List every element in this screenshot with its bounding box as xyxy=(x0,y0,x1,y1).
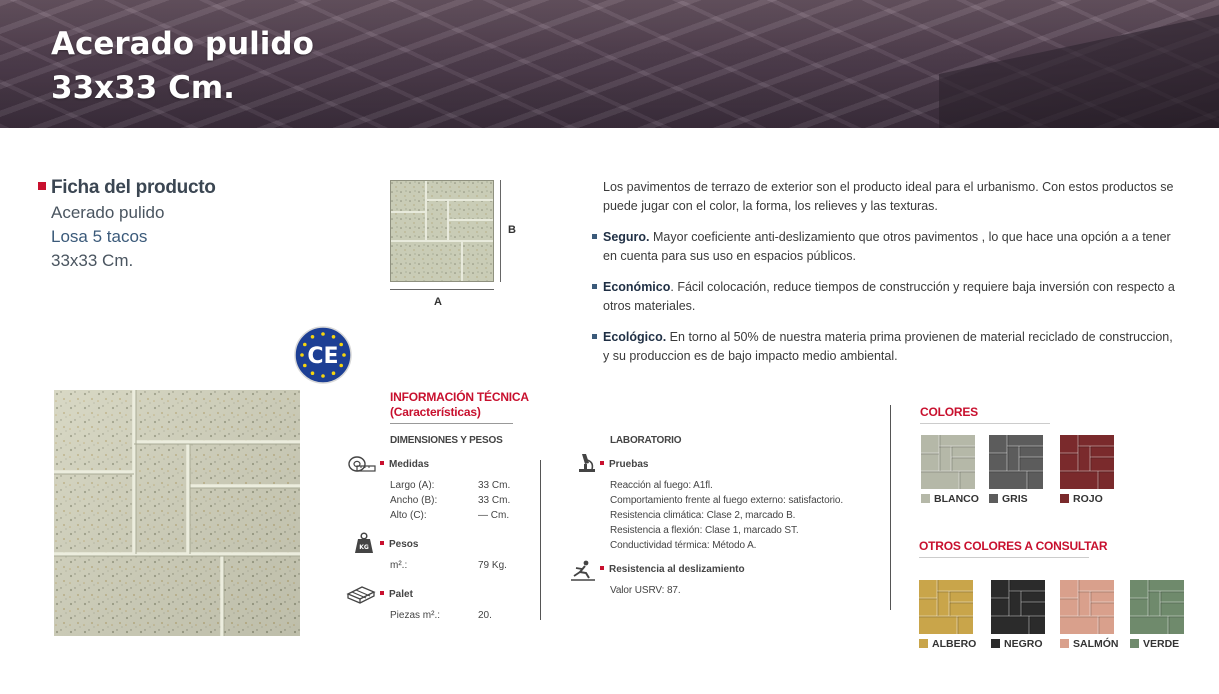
color-label xyxy=(1060,638,1119,650)
column-divider xyxy=(540,460,541,620)
benefit-title: Seguro. xyxy=(603,230,650,244)
test-line: Conductividad térmica: Método A. xyxy=(610,540,757,551)
slip-resistance-heading xyxy=(600,564,745,575)
slip-resistance-value: Valor USRV: 87. xyxy=(610,585,681,596)
product-model: Losa 5 tacos xyxy=(51,227,148,246)
row-value: 20. xyxy=(478,610,492,621)
pesos-heading-text: Pesos xyxy=(389,539,419,550)
pruebas-heading-text: Pruebas xyxy=(609,459,649,470)
color-label xyxy=(921,493,979,505)
color-dot-icon xyxy=(991,639,1000,648)
banner-texture xyxy=(939,6,1219,128)
dimension-b-label: B xyxy=(508,224,516,236)
page-title-line-1: Acerado pulido xyxy=(51,26,314,62)
benefit-economico xyxy=(592,278,1182,316)
color-dot-icon xyxy=(921,494,930,503)
color-swatch-rojo xyxy=(1060,435,1114,489)
header-banner xyxy=(0,0,1219,128)
weight-icon-text: KG xyxy=(359,544,369,551)
color-name: ALBERO xyxy=(932,638,977,650)
slip-resistance-heading-text: Resistencia al deslizamiento xyxy=(609,564,745,575)
tape-measure-icon xyxy=(348,455,376,473)
color-name: VERDE xyxy=(1143,638,1180,650)
dimension-a-label: A xyxy=(434,296,442,308)
dimension-a-line xyxy=(390,289,494,290)
color-dot-icon xyxy=(919,639,928,648)
palet-row xyxy=(390,608,528,623)
color-swatch-gris xyxy=(989,435,1043,489)
medidas-row-ancho xyxy=(390,493,528,508)
medidas-heading xyxy=(380,459,429,470)
ce-mark-icon xyxy=(294,326,352,384)
color-label xyxy=(919,638,976,650)
test-line: Resistencia climática: Clase 2, marcado B. xyxy=(610,510,796,521)
color-label xyxy=(991,638,1043,650)
color-swatch-negro xyxy=(991,580,1045,634)
red-bullet-icon xyxy=(600,461,604,465)
benefit-text: . Fácil colocación, reduce tiempos de construcción y requiere baja inversión con respecto a otros materiales. xyxy=(603,280,1175,313)
product-description xyxy=(592,178,1182,366)
product-name: Acerado pulido xyxy=(51,203,165,222)
weight-icon xyxy=(354,532,374,554)
row-value: 79 Kg. xyxy=(478,560,507,571)
ce-mark-text: CE xyxy=(307,344,339,369)
color-dot-icon xyxy=(989,494,998,503)
tech-info-title-line-2: (Características) xyxy=(390,405,481,419)
row-label: m².: xyxy=(390,560,408,571)
other-colors-underline xyxy=(919,557,1089,558)
colors-divider xyxy=(890,405,891,610)
test-line: Resistencia a flexión: Clase 1, marcado ST. xyxy=(610,525,799,536)
row-label: Alto (C): xyxy=(390,510,427,521)
page-title xyxy=(51,22,314,110)
pesos-row xyxy=(390,558,528,573)
red-bullet-icon xyxy=(600,566,604,570)
colors-title: COLORES xyxy=(920,405,978,419)
color-dot-icon xyxy=(1060,494,1069,503)
palet-heading xyxy=(380,589,413,600)
tech-info-underline xyxy=(390,423,513,424)
tech-info-title xyxy=(390,390,529,420)
row-value: 33 Cm. xyxy=(478,480,511,491)
page-title-line-2: 33x33 Cm. xyxy=(51,70,235,106)
color-swatch-albero xyxy=(919,580,973,634)
red-bullet-icon xyxy=(380,461,384,465)
tile-swatch-icon xyxy=(921,435,975,489)
slip-hazard-icon xyxy=(570,560,596,582)
color-label xyxy=(1060,493,1103,505)
benefit-ecologico xyxy=(592,328,1182,366)
row-value: — Cm. xyxy=(478,510,510,521)
test-line: Comportamiento frente al fuego externo: satisfactorio. xyxy=(610,495,844,506)
palet-heading-text: Palet xyxy=(389,589,413,600)
color-dot-icon xyxy=(1130,639,1139,648)
test-line: Reacción al fuego: A1fl. xyxy=(610,480,713,491)
benefit-text: Mayor coeficiente anti-deslizamiento que otros pavimentos , lo que hace una opción a a tener en cuenta para sus uso en espacios públicos. xyxy=(603,230,1171,263)
benefit-title: Económico xyxy=(603,280,671,294)
product-sheet-header xyxy=(38,177,216,271)
red-bullet-icon xyxy=(380,541,384,545)
row-label: Piezas m².: xyxy=(390,610,441,621)
tile-dimension-drawing xyxy=(390,180,494,282)
tile-swatch-icon xyxy=(1060,435,1114,489)
microscope-icon xyxy=(576,452,598,474)
benefit-title: Ecológico. xyxy=(603,330,667,344)
color-name: NEGRO xyxy=(1004,638,1043,650)
color-swatch-verde xyxy=(1130,580,1184,634)
medidas-row-largo xyxy=(390,478,528,493)
color-name: SALMÓN xyxy=(1073,638,1119,650)
product-sheet-heading-text: Ficha del producto xyxy=(51,177,216,198)
tile-swatch-icon xyxy=(919,580,973,634)
color-swatch-blanco xyxy=(921,435,975,489)
color-label xyxy=(1130,638,1179,650)
color-name: GRIS xyxy=(1002,493,1028,505)
color-dot-icon xyxy=(1060,639,1069,648)
red-square-bullet-icon xyxy=(38,182,46,190)
pallet-icon xyxy=(346,584,376,606)
benefit-text: En torno al 50% de nuestra materia prima provienen de material reciclado de construccion, y su produccion es de bajo impacto medio ambiental. xyxy=(603,330,1173,363)
row-label: Largo (A): xyxy=(390,480,435,491)
tile-swatch-icon xyxy=(1060,580,1114,634)
medidas-row-alto xyxy=(390,508,528,523)
product-size: 33x33 Cm. xyxy=(51,251,134,270)
blue-square-bullet-icon xyxy=(592,334,597,339)
row-label: Ancho (B): xyxy=(390,495,438,506)
description-intro: Los pavimentos de terrazo de exterior son el producto ideal para el urbanismo. Con estos productos se puede jugar con el color, la forma, los relieves y las texturas. xyxy=(603,180,1174,213)
blue-square-bullet-icon xyxy=(592,234,597,239)
red-bullet-icon xyxy=(380,591,384,595)
dimension-b-line xyxy=(500,180,501,282)
benefit-seguro xyxy=(592,228,1182,266)
product-sheet-heading xyxy=(38,177,216,199)
color-name: BLANCO xyxy=(934,493,979,505)
laboratory-heading: LABORATORIO xyxy=(610,435,682,446)
pruebas-heading xyxy=(600,459,648,470)
tech-info-title-line-1: INFORMACIÓN TÉCNICA xyxy=(390,390,529,404)
tile-swatch-icon xyxy=(1130,580,1184,634)
colors-underline xyxy=(920,423,1050,424)
color-name: ROJO xyxy=(1073,493,1103,505)
tile-swatch-icon xyxy=(989,435,1043,489)
pesos-heading xyxy=(380,539,418,550)
dimensions-heading: DIMENSIONES Y PESOS xyxy=(390,435,503,446)
other-colors-title: OTROS COLORES A CONSULTAR xyxy=(919,539,1108,553)
color-swatch-salmón xyxy=(1060,580,1114,634)
tile-photo xyxy=(54,390,300,636)
color-label xyxy=(989,493,1028,505)
row-value: 33 Cm. xyxy=(478,495,511,506)
tile-swatch-icon xyxy=(991,580,1045,634)
tile-drawing-icon xyxy=(390,180,494,282)
medidas-heading-text: Medidas xyxy=(389,459,430,470)
blue-square-bullet-icon xyxy=(592,284,597,289)
